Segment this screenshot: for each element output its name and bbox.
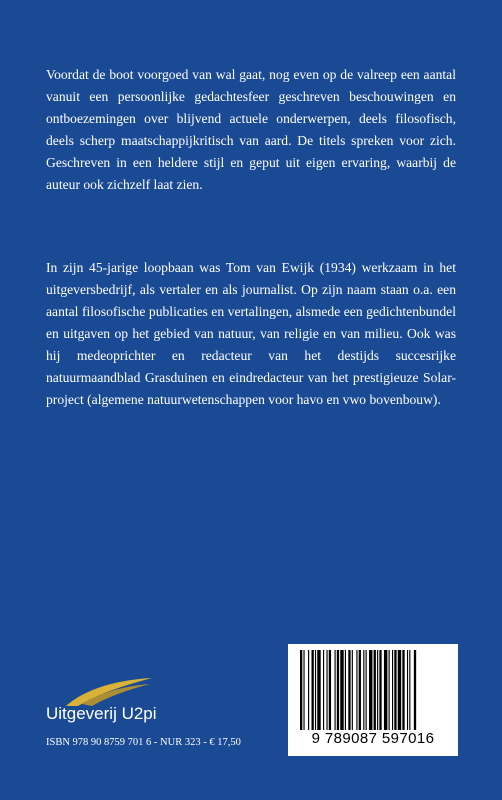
- barcode: [288, 644, 458, 756]
- publisher-name: Uitgeverij U2pi: [46, 704, 157, 723]
- blurb-paragraph-intro: Voordat de boot voorgoed van wal gaat, nog even op de valreep een aantal vanuit een persoonlijke gedachtesfeer geschreven beschouwingen en ontboezemingen over blijvend actuele onderwerpen, deels filosofisch, deels scherp maatschappijkritisch van aard. De titels spreken voor zich. Geschreven in een heldere stijl en geput uit eigen ervaring, waarbij de auteur ook zichzelf laat zien.: [46, 67, 456, 192]
- author-bio-paragraph: In zijn 45-jarige loopbaan was Tom van Ewijk (1934) werkzaam in het uitgeversbedrijf, als vertaler en als journalist. Op zijn naam staan o.a. een aantal filosofische publicaties en vertalingen, alsmede een gedichtenbundel en uitgaven op het gebied van natuur, van religie en van milieu. Ook was hij medeoprichter en redacteur van het destijds succesrijke natuurmaandblad Grasduinen en eindredacteur van het prestigieuze Solar-project (algemene natuurwetenschappen voor havo en vwo bovenbouw).: [46, 260, 456, 407]
- barcode-digits: 9 789087 597016: [311, 730, 435, 747]
- publisher-logo: [44, 676, 264, 746]
- isbn-price-line: ISBN 978 90 8759 701 6 - NUR 323 - € 17,50: [46, 737, 241, 748]
- barcode-bars: [298, 650, 448, 730]
